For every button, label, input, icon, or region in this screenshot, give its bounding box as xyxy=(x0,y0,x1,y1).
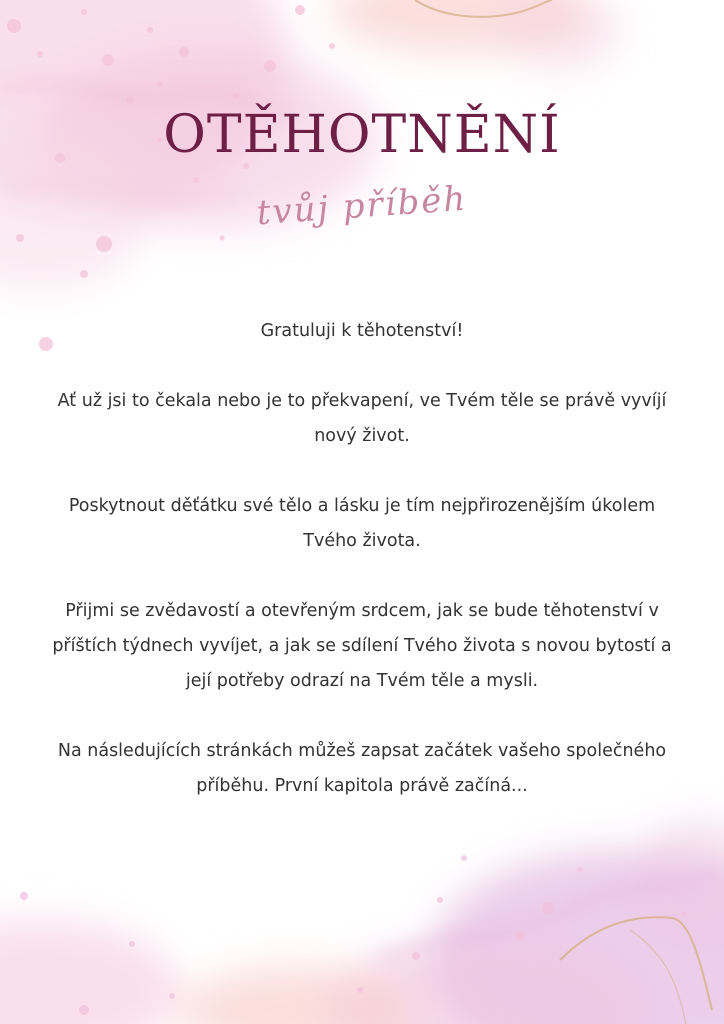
paragraph-congratulation: Gratuluji k těhotenství! xyxy=(260,321,464,341)
page-title: OTĚHOTNĚNÍ xyxy=(163,105,561,165)
paragraph-first-chapter: Na následujících stránkách můžeš zapsat začátek vašeho společného příběhu. První kapitola právě začíná... xyxy=(57,741,667,796)
paragraph-new-life: Ať už jsi to čekala nebo je to překvapení, ve Tvém těle se právě vyvíjí nový život. xyxy=(57,391,667,446)
paragraph-open-heart: Přijmi se zvědavostí a otevřeným srdcem, jak se bude těhotenství v příštích týdnech vyvíjet, a jak se sdílení Tvého života s novou bytostí a její potřeby odrazí na Tvém těle a mysli. xyxy=(52,601,672,691)
page-subtitle: tvůj příběh xyxy=(255,178,469,234)
paragraph-body-and-love: Poskytnout děťátku své tělo a lásku je tím nejpřirozenějším úkolem Tvého života. xyxy=(68,496,656,551)
intro-text xyxy=(50,314,674,839)
